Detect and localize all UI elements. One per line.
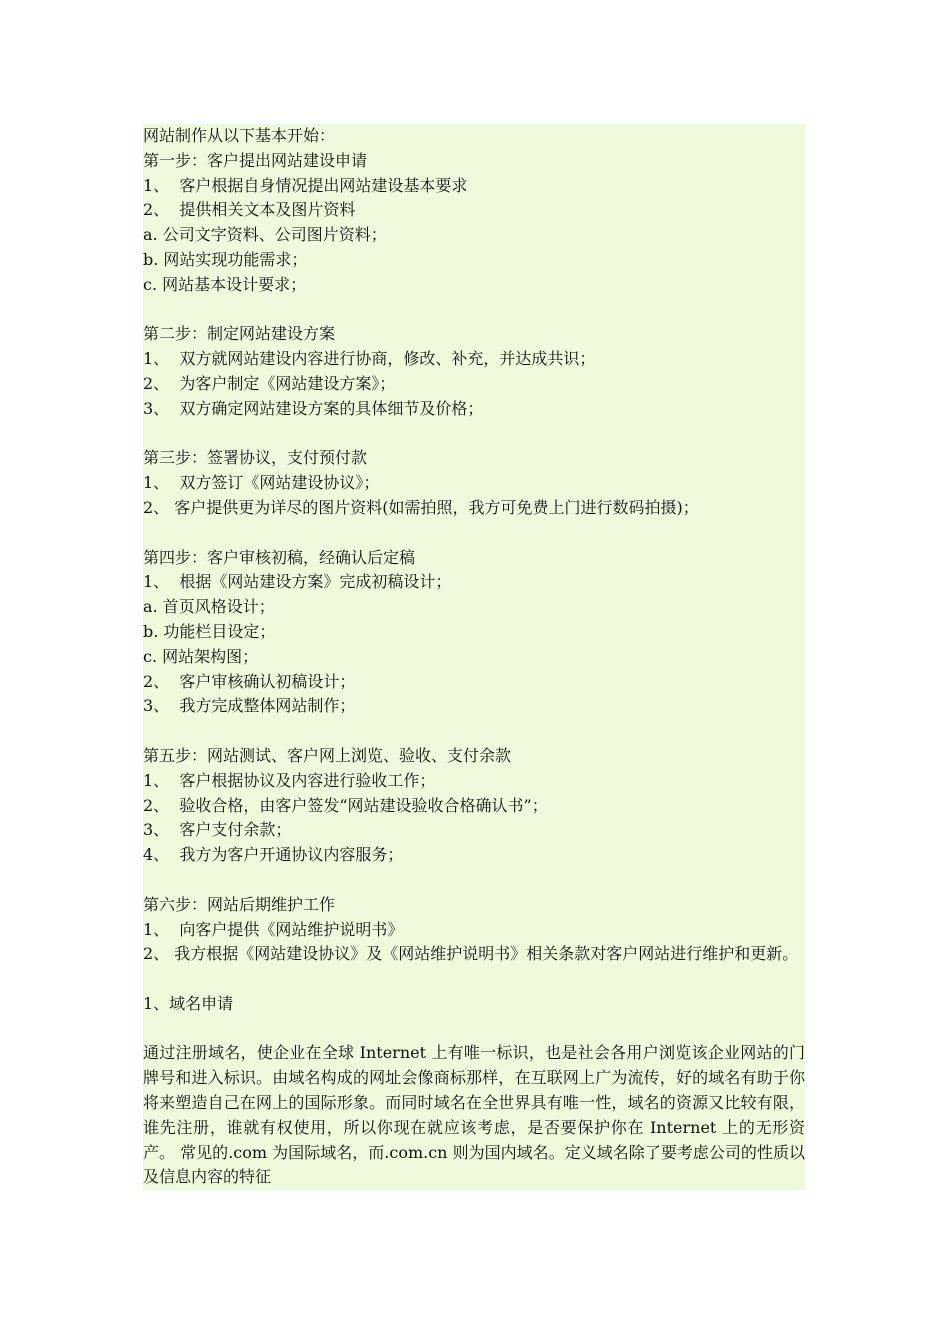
text-line: c. 网站基本设计要求； xyxy=(143,274,307,294)
text-line: 2、 客户提供更为详尽的图片资料(如需拍照，我方可免费上门进行数码拍摄)； xyxy=(143,497,699,517)
text-line: 4、 我方为客户开通协议内容服务； xyxy=(143,845,404,865)
blank-line xyxy=(143,1017,805,1042)
text-line: a. 公司文字资料、公司图片资料； xyxy=(143,225,387,245)
text-line: c. 网站架构图； xyxy=(143,646,259,666)
blank-line xyxy=(143,298,805,323)
text-line: 2、 客户审核确认初稿设计； xyxy=(143,671,356,691)
text-line: 2、 提供相关文本及图片资料 xyxy=(143,200,356,220)
text-line: 1、 双方签订《网站建设协议》； xyxy=(143,473,380,493)
step-heading: 第四步：客户审核初稿，经确认后定稿 xyxy=(143,547,416,567)
text-line: 1、 客户根据协议及内容进行验收工作； xyxy=(143,770,436,790)
step-heading: 第二步：制定网站建设方案 xyxy=(143,324,336,344)
text-line: 1、 双方就网站建设内容进行协商，修改、补充，并达成共识； xyxy=(143,349,596,369)
text-line: 2、 验收合格，由客户签发“网站建设验收合格确认书”； xyxy=(143,795,548,815)
document-body xyxy=(143,124,805,1190)
text-line: 1、 根据《网站建设方案》完成初稿设计； xyxy=(143,572,452,592)
domain-paragraph: 通过注册域名，使企业在全球 Internet 上有唯一标识，也是社会各用户浏览该企业网站的门牌号和进入标识。由域名构成的网址会像商标那样，在互联网上广为流传，好的域名有助于你将来塑造自己在网上的国际形象。而同时域名在全世界具有唯一性，域名的资源又比较有限，谁先注册，谁就有权使用，所以你现在就应该考虑，是否要保护你在 Internet 上的无形资产。 常见的.com 为国际域名，而.com.cn 则为国内域名。定义域名除了要考虑公司的性质以及信息内容的特征 xyxy=(143,1043,805,1187)
step-heading: 第三步：签署协议，支付预付款 xyxy=(143,448,368,468)
section-heading-domain: 1、域名申请 xyxy=(143,993,234,1013)
text-line: 3、 我方完成整体网站制作； xyxy=(143,696,356,716)
blank-line xyxy=(143,422,805,447)
blank-line xyxy=(143,868,805,893)
text-line: 1、 向客户提供《网站维护说明书》 xyxy=(143,919,404,939)
step-heading: 第一步：客户提出网站建设申请 xyxy=(143,150,368,170)
text-line: b. 网站实现功能需求； xyxy=(143,249,308,269)
text-line: 3、 客户支付余款； xyxy=(143,820,292,840)
blank-line xyxy=(143,967,805,992)
text-line: b. 功能栏目设定； xyxy=(143,621,276,641)
blank-line xyxy=(143,521,805,546)
text-line: a. 首页风格设计； xyxy=(143,597,275,617)
blank-line xyxy=(143,719,805,744)
text-line: 1、 客户根据自身情况提出网站建设基本要求 xyxy=(143,175,468,195)
step-heading: 第六步：网站后期维护工作 xyxy=(143,894,336,914)
text-line: 网站制作从以下基本开始： xyxy=(143,126,336,145)
step-heading: 第五步：网站测试、客户网上浏览、验收、支付余款 xyxy=(143,745,512,765)
text-line: 2、 为客户制定《网站建设方案》； xyxy=(143,373,396,393)
text-line: 3、 双方确定网站建设方案的具体细节及价格； xyxy=(143,398,484,418)
maintenance-paragraph: 2、 我方根据《网站建设协议》及《网站维护说明书》相关条款对客户网站进行维护和更新。 xyxy=(143,944,799,964)
